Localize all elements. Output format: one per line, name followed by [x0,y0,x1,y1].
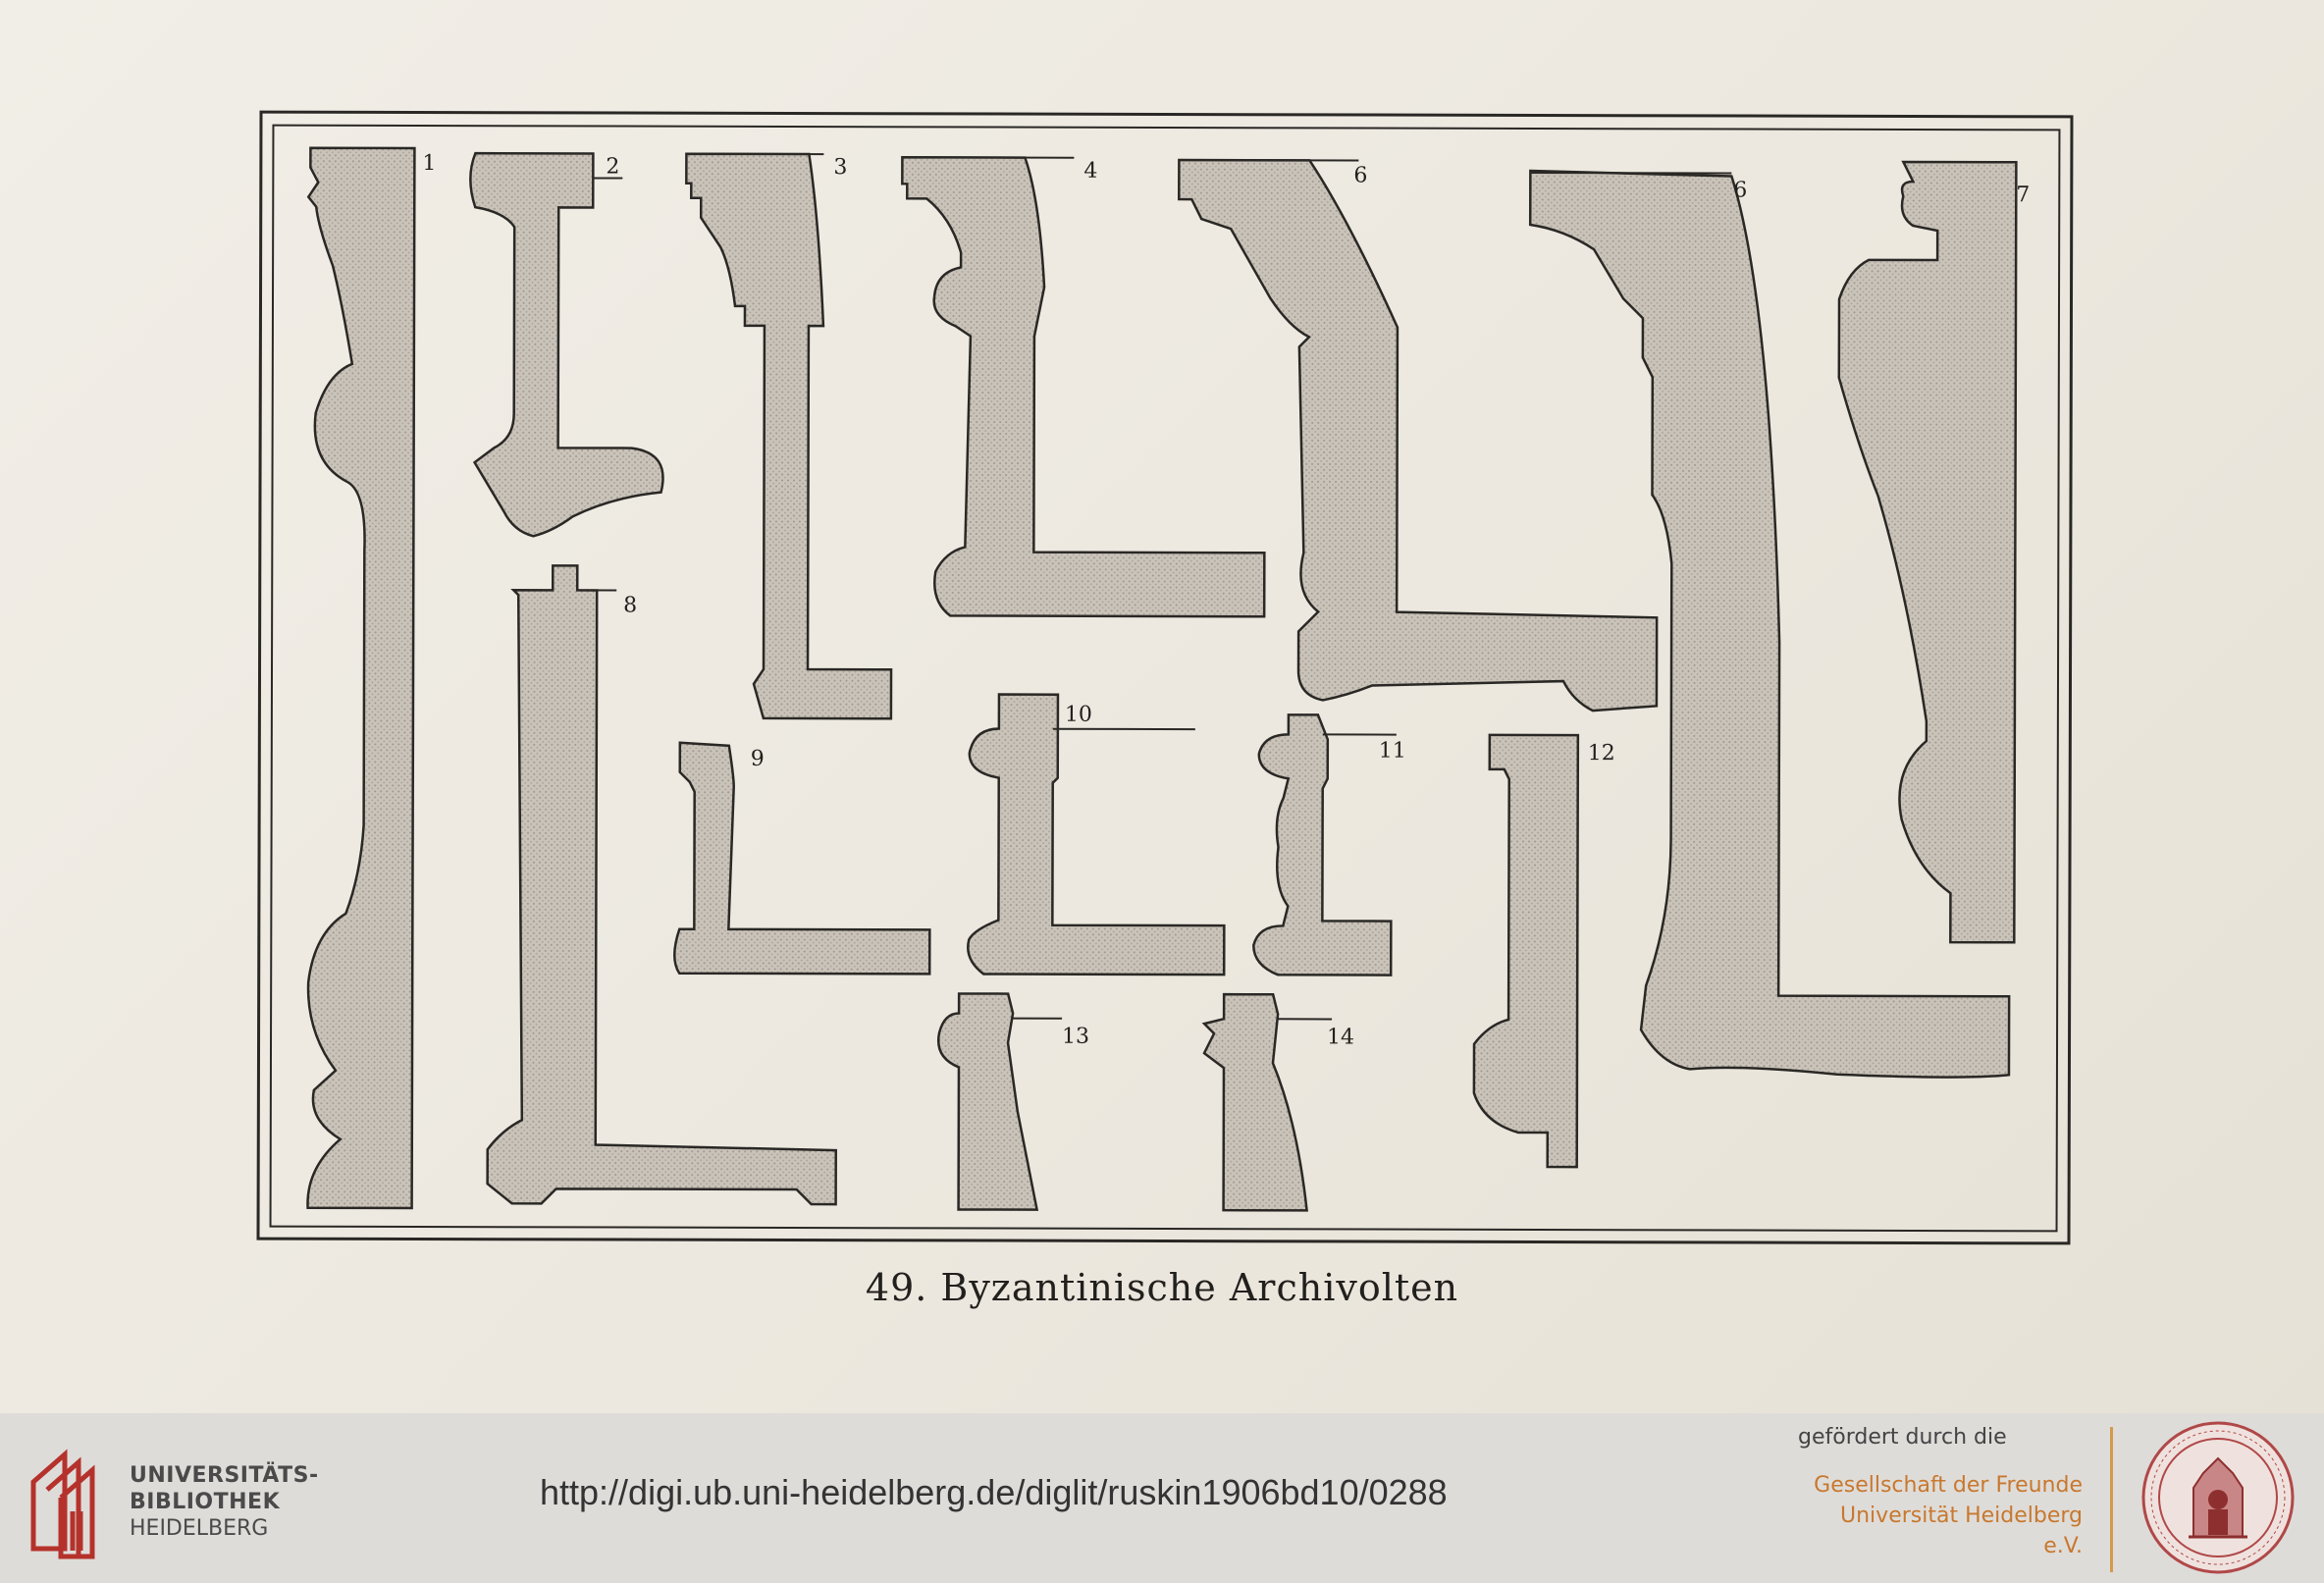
library-name[interactable] [130,1462,319,1542]
figure-caption: 49. Byzantinische Archivolten [865,1266,1459,1309]
library-name-line3: HEIDELBERG [130,1516,269,1541]
sponsor-label: gefördert durch die [1798,1425,2007,1450]
permalink-url[interactable]: http://digi.ub.uni-heidelberg.de/diglit/ruskin1906bd10/0288 [540,1472,1448,1512]
profile-4 [901,157,1265,616]
archivolt-drawings [260,114,2071,1242]
profile-label-11: 11 [1378,738,1406,764]
sponsor-name-line2: Universität Heidelberg e.V. [1840,1504,2083,1558]
sponsor-name-line1: Gesellschaft der Freunde [1814,1473,2083,1498]
ub-heidelberg-books-logo-icon[interactable] [26,1443,116,1560]
profile-10 [968,694,1225,975]
profile-13 [938,993,1037,1209]
profile-label-13: 13 [1062,1024,1090,1049]
profile-label-9: 9 [750,746,765,771]
profile-label-1: 1 [422,151,437,177]
profile-3 [685,154,893,719]
profile-label-10: 10 [1064,702,1092,727]
profile-label-14: 14 [1327,1025,1355,1050]
profile-label-3: 3 [833,155,848,181]
profile-label-7: 7 [2016,183,2031,208]
profile-1 [306,148,415,1208]
profile-label-6b: 6 [1733,178,1748,203]
profile-9 [674,743,930,975]
university-seal-icon[interactable] [2139,1419,2297,1576]
profile-label-4: 4 [1083,158,1098,184]
profile-14 [1204,994,1308,1210]
sponsor-name[interactable] [1798,1470,2083,1561]
profile-11 [1253,714,1392,975]
footer-bar [0,1413,2324,1583]
profile-label-8: 8 [623,593,638,618]
library-name-line2: BIBLIOTHEK [130,1490,281,1514]
figure-plate [256,111,2073,1245]
footer-separator [2110,1427,2113,1572]
profile-7 [1837,162,2016,942]
profile-2 [469,153,663,537]
profile-label-6a: 6 [1353,163,1368,188]
profile-12 [1474,735,1578,1167]
profile-label-2: 2 [606,154,620,180]
library-name-line1: UNIVERSITÄTS- [130,1463,319,1488]
profile-label-12: 12 [1587,741,1615,766]
